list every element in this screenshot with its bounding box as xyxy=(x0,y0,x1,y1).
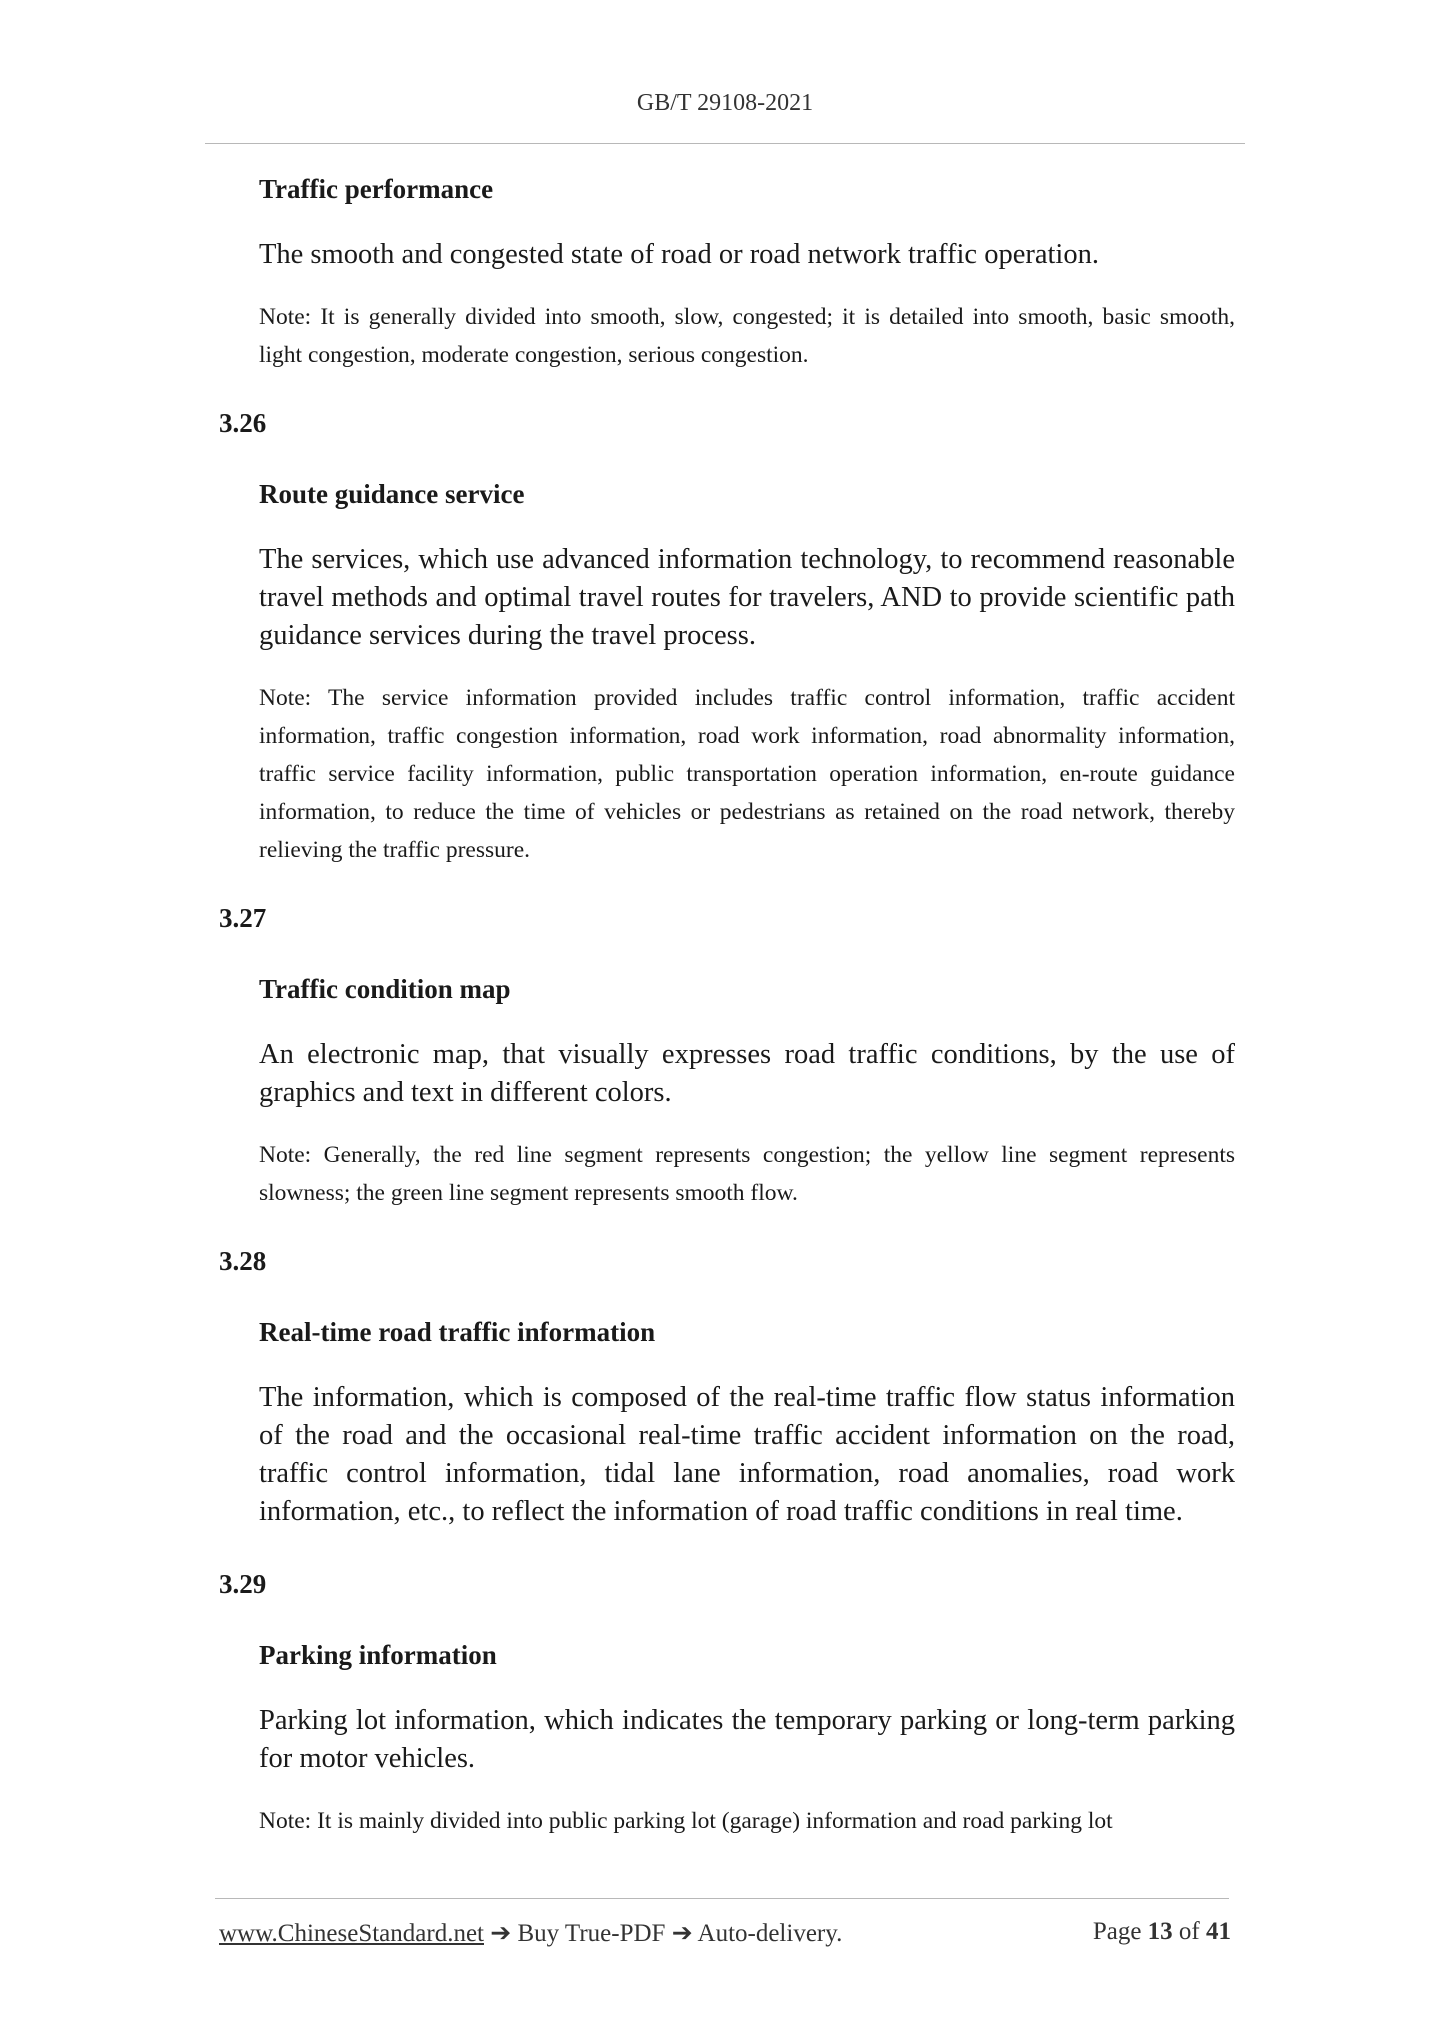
delivery-text: Auto-delivery. xyxy=(697,1920,843,1947)
term-number: 3.28 xyxy=(219,1246,267,1276)
term-definition: Parking lot information, which indicates the temporary parking or long-term parking for motor vehicles. xyxy=(259,1705,1235,1774)
term-note: Note: It is generally divided into smooth, slow, congested; it is detailed into smooth, basic smooth, light congestion, moderate congestion, serious congestion. xyxy=(259,304,1235,368)
arrow-right-icon: ➔ xyxy=(490,1920,512,1947)
term-title: Parking information xyxy=(259,1640,497,1670)
term-entry xyxy=(259,170,1235,374)
term-definition: The smooth and congested state of road or road network traffic operation. xyxy=(259,239,1099,270)
term-title: Traffic performance xyxy=(259,174,494,204)
page-header: GB/T 29108-2021 xyxy=(636,90,814,116)
footer-divider xyxy=(215,1898,1229,1899)
total-pages: 41 xyxy=(1206,1918,1231,1945)
term-entry xyxy=(259,970,1235,1212)
term-entry xyxy=(259,475,1235,869)
term-number: 3.29 xyxy=(219,1569,267,1599)
page-indicator xyxy=(1093,1918,1231,1948)
term-note: Note: The service information provided includes traffic control information, traffic accident information, traffic congestion information, road work information, road abnormality information, traffic service facility information, public transportation operation information, en-route guidance information, to reduce the time of vehicles or pedestrians as retained on the road network, thereby relieving the traffic pressure. xyxy=(259,685,1235,863)
term-title: Real-time road traffic information xyxy=(259,1317,656,1347)
page-label: Page xyxy=(1092,1918,1142,1945)
term-entry xyxy=(259,1313,1235,1531)
term-definition: The services, which use advanced information technology, to recommend reasonable travel methods and optimal travel routes for travelers, AND to provide scientific path guidance services during the travel process. xyxy=(259,544,1235,651)
document-body xyxy=(219,170,1235,1870)
website-link[interactable]: www.ChineseStandard.net xyxy=(219,1920,484,1947)
term-title: Traffic condition map xyxy=(259,974,511,1004)
header-divider xyxy=(205,143,1245,144)
buy-text: Buy True-PDF xyxy=(517,1920,666,1947)
term-title: Route guidance service xyxy=(259,479,525,509)
term-note: Note: Generally, the red line segment represents congestion; the yellow line segment represents slowness; the green line segment represents smooth flow. xyxy=(259,1142,1235,1206)
page-footer xyxy=(219,1918,1231,1948)
term-note: Note: It is mainly divided into public parking lot (garage) information and road parking lot xyxy=(259,1808,1113,1834)
term-definition: An electronic map, that visually expresses road traffic conditions, by the use of graphics and text in different colors. xyxy=(259,1039,1235,1108)
term-entry xyxy=(259,1636,1235,1840)
term-number: 3.26 xyxy=(219,408,267,438)
current-page: 13 xyxy=(1147,1918,1173,1945)
of-label: of xyxy=(1178,1918,1200,1945)
term-number: 3.27 xyxy=(219,903,267,933)
term-definition: The information, which is composed of the real-time traffic flow status information of the road and the occasional real-time traffic accident information on the road, traffic control information, tidal lane information, road anomalies, road work information, etc., to reflect the information of road traffic conditions in real time. xyxy=(259,1382,1235,1527)
arrow-right-icon: ➔ xyxy=(671,1920,693,1947)
footer-promo xyxy=(219,1918,842,1948)
